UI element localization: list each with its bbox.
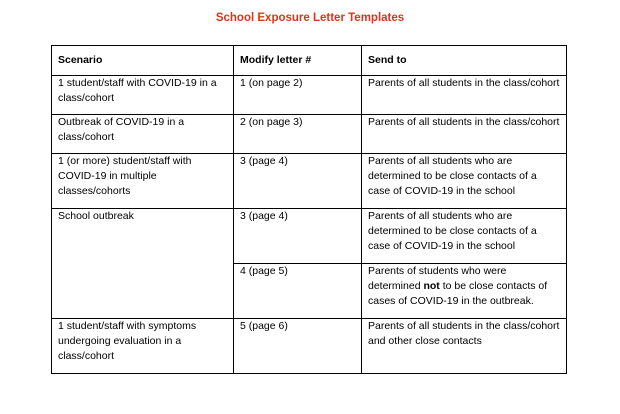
send-to-text-before: Parents of students who were determined — [368, 265, 507, 292]
table-row — [52, 76, 567, 115]
cell-modify-letter: 5 (page 6) — [234, 319, 362, 374]
table-row — [52, 115, 567, 154]
cell-scenario: 1 (or more) student/staff with COVID-19 in multiple classes/cohorts — [52, 154, 234, 209]
cell-modify-letter: 1 (on page 2) — [234, 76, 362, 115]
header-modify-letter: Modify letter # — [234, 46, 362, 76]
cell-modify-letter: 3 (page 4) — [234, 154, 362, 209]
cell-send-to: Parents of all students who are determined to be close contacts of a case of COVID-19 in the school — [362, 154, 567, 209]
cell-send-to: Parents of all students in the class/cohort — [362, 76, 567, 115]
cell-send-to: Parents of all students in the class/cohort and other close contacts — [362, 319, 567, 374]
cell-send-to: Parents of all students who are determined to be close contacts of a case of COVID-19 in the school — [362, 209, 567, 264]
table-row — [52, 154, 567, 209]
cell-send-to: Parents of all students in the class/cohort — [362, 115, 567, 154]
cell-scenario: Outbreak of COVID-19 in a class/cohort — [52, 115, 234, 154]
header-send-to: Send to — [362, 46, 567, 76]
cell-modify-letter: 4 (page 5) — [234, 264, 362, 319]
cell-scenario: 1 student/staff with symptoms undergoing evaluation in a class/cohort — [52, 319, 234, 374]
send-to-text-after: to be close contacts of cases of COVID-19 in the outbreak. — [368, 280, 548, 307]
cell-scenario: 1 student/staff with COVID-19 in a class/cohort — [52, 76, 234, 115]
cell-modify-letter: 3 (page 4) — [234, 209, 362, 264]
send-to-emphasis: not — [423, 280, 440, 292]
table-row — [52, 319, 567, 374]
table-header-row — [52, 46, 567, 76]
cell-send-to — [362, 264, 567, 319]
letter-templates-table — [51, 45, 567, 374]
cell-modify-letter: 2 (on page 3) — [234, 115, 362, 154]
header-scenario: Scenario — [52, 46, 234, 76]
document-title: School Exposure Letter Templates — [215, 12, 405, 24]
table-row — [52, 209, 567, 264]
cell-scenario: School outbreak — [52, 209, 234, 319]
